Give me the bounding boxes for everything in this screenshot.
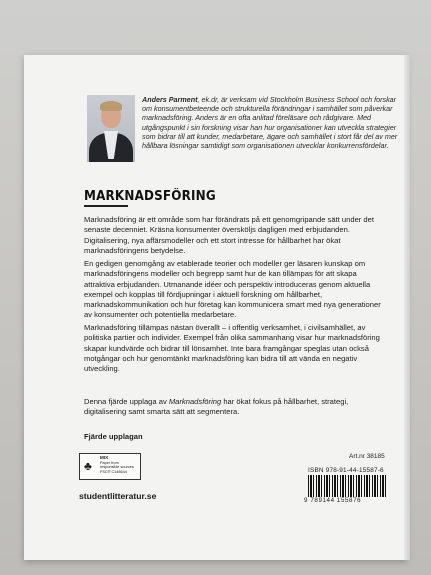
paragraph-4-start: Denna fjärde upplaga av [84, 397, 169, 406]
barcode [308, 475, 388, 497]
fsc-line2: responsible sources [100, 465, 134, 470]
author-name: Anders Parment [142, 95, 198, 104]
paragraph-2: En gedigen genomgång av etablerade teorier och modeller ger läsaren kunskap om marknadsföringens modeller och begrepp samt hur de kan tillämpas för att skapa attraktiva erbjudanden. Utmanande idéer och perspektiv introduceras genom aktuella exempel och kopplas till fördjupningar i aktuell forskning om hållbarhet, marknadskommunikation och hur företag kan kommunicera smart med nya generationer av konsumenter och potentiella medarbetare. [84, 259, 381, 320]
barcode-number: 9 789144 155876 [304, 497, 362, 504]
author-bio [142, 95, 400, 150]
edition-label: Fjärde upplagan [84, 432, 143, 441]
author-bio-text: , ek.dr, är verksam vid Stockholm Business School och forskar om konsumentbeteende och strukturella förändringar i samhället som påverkar marknadsföring. Anders är en ofta anlitad föreläsare och rådgivare. Med utgångspunkt i sin forskning visar han hur organisationer kan utveckla strategier som bidrar till att kunder, medarbetare, ägare och samhället i stort får del av mer hållbara lösningar samtidigt som organisationen utvecklar konkurrensfördelar. [142, 95, 398, 151]
isbn: ISBN 978-91-44-15587-6 [308, 467, 384, 474]
book-spine-edge [404, 55, 410, 560]
author-photo [87, 95, 135, 162]
paragraph-3: Marknadsföring tillämpas nästan överallt – i offentlig verksamhet, i civilsamhället, av politiska partier och individer. Exempel från olika sammanhang visar hur marknadsföring skapar kundvärde och bidrar till lönsamhet. Inte bara framgångar speglas utan också motgångar och hur genomtänkt marknadsföring kan bidra till att vända en negativ utveckling. [84, 323, 380, 374]
title-underline [84, 205, 128, 207]
fsc-logo [79, 453, 141, 480]
book-title: MARKNADSFÖRING [84, 189, 216, 204]
article-number: Art.nr 38185 [349, 453, 385, 460]
paragraph-4-title: Marknadsföring [168, 397, 222, 406]
fsc-code: FSC® C148644 [100, 469, 127, 474]
book-back-cover [24, 55, 407, 560]
fsc-mix: MIX [100, 455, 109, 460]
fsc-tree-icon: ♣ [84, 459, 92, 473]
paragraph-4 [84, 397, 384, 418]
paragraph-1: Marknadsföring är ett område som har förändrats på ett genomgripande sätt under det senaste decenniet. Kräsna konsumenter översköljs dagligen med erbjudanden. Digitalisering, nya affärsmodeller och ett stort intresse för hållbarhet har ökat marknadsföringens betydelse. [84, 215, 374, 255]
fsc-line1: Paper from [100, 460, 119, 465]
paragraph-4-end: har ökat fokus på hållbarhet, strategi, digitalisering samt smarta sätt att segmentera. [84, 397, 349, 417]
publisher-url: studentlitteratur.se [79, 491, 157, 501]
